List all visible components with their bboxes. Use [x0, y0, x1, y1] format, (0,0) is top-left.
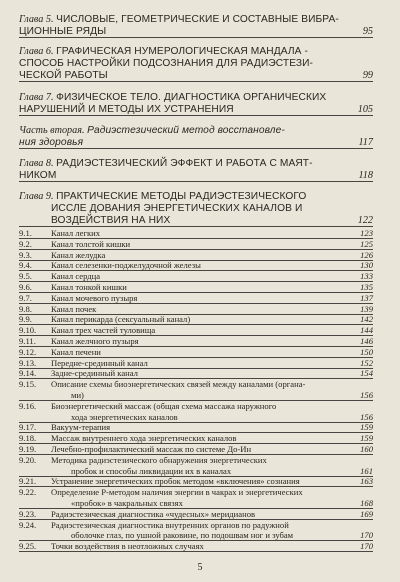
item-number: 9.13. [19, 357, 37, 368]
item-number: 9.10. [19, 325, 37, 336]
item-number: 9.17. [19, 422, 37, 433]
item-title: Канал почек [51, 303, 97, 314]
toc-item[interactable] [19, 336, 373, 347]
item-number: 9.24. [19, 519, 37, 530]
toc-item[interactable] [19, 293, 373, 304]
page-ref: 150 [360, 346, 373, 357]
item-title: Канал толстой кишки [51, 238, 131, 249]
item-number: 9.12. [19, 346, 37, 357]
page-ref: 170 [360, 541, 373, 552]
toc-item-cont [19, 390, 373, 401]
toc-item[interactable] [19, 444, 373, 455]
item-number: 9.19. [19, 444, 37, 454]
toc-chapter-6-cont2 [19, 70, 373, 81]
page-ref: 169 [360, 508, 373, 519]
item-title: Канал печени [51, 346, 101, 357]
item-title: Канал легких [51, 228, 101, 238]
page-ref: 117 [358, 137, 373, 148]
item-title: Канал сердца [51, 271, 101, 282]
page-ref: 125 [360, 238, 373, 249]
item-number: 9.7. [19, 292, 32, 303]
toc-chapter-9[interactable] [19, 191, 373, 202]
toc-chapter-5[interactable] [19, 14, 373, 25]
item-number: 9.9. [19, 314, 32, 325]
toc-item[interactable] [19, 260, 373, 271]
item-number: 9.4. [19, 260, 32, 271]
chapter-title: ЧИСЛОВЫЕ, ГЕОМЕТРИЧЕСКИЕ И СОСТАВНЫЕ ВИБРА- [56, 14, 339, 25]
leader-line [19, 148, 373, 149]
page-ref: 123 [360, 228, 373, 238]
item-title: Канал тонкой кишки [51, 282, 127, 292]
item-title: Канал мочевого пузыря [51, 292, 138, 303]
toc-item-cont [19, 530, 373, 541]
chapter-title-cont: ЧЕСКОЙ РАБОТЫ [19, 70, 108, 81]
item-title: Вакуум-терапия [51, 422, 111, 433]
item-title: Канал селезенки-поджелудочной железы [51, 260, 201, 271]
leader-line [19, 226, 373, 227]
page-ref: 135 [360, 282, 373, 292]
page-ref: 105 [357, 104, 373, 115]
item-title: Описание схемы биоэнергетических связей между каналами (органа- [51, 379, 306, 390]
item-number: 9.20. [19, 454, 37, 465]
chapter-title-cont: НАРУШЕНИЙ И МЕТОДЫ ИХ УСТРАНЕНИЯ [19, 104, 234, 115]
toc-chapter-5-cont [19, 26, 373, 37]
item-number: 9.25. [19, 541, 37, 552]
toc-part-two-cont [19, 137, 373, 148]
item-title-cont: ми) [71, 390, 84, 400]
item-number: 9.8. [19, 303, 32, 314]
chapter-title: ПРАКТИЧЕСКИЕ МЕТОДЫ РАДИЭСТЕЗИЧЕСКОГО [56, 191, 307, 202]
item-title: Канал трех частей туловища [51, 325, 156, 336]
item-title: Канал перикарда (сексуальный канал) [51, 314, 191, 325]
item-title: Задне-срединный канал [51, 368, 138, 379]
item-title: Биоэнергетический массаж (общая схема массажа наружного [51, 400, 277, 411]
toc-item[interactable] [19, 379, 373, 390]
part-label: Часть вторая. [19, 125, 85, 136]
item-title: Канал желудка [51, 249, 106, 260]
page-ref: 95 [362, 26, 373, 37]
item-number: 9.15. [19, 379, 37, 390]
page-ref: 163 [360, 476, 373, 487]
toc-item[interactable] [19, 422, 373, 433]
toc-item-cont [19, 412, 373, 423]
chapter-title-cont: НИКОМ [19, 170, 57, 181]
item-title: Передне-срединный канал [51, 357, 148, 368]
page-ref: 146 [360, 336, 373, 346]
leader-line [19, 81, 373, 82]
item-title: Радиэстезическая диагностика внутренних органов по радужной [51, 519, 289, 530]
page-ref: 142 [360, 314, 373, 325]
part-title-cont: ния здоровья [19, 137, 84, 148]
toc-item[interactable] [19, 433, 373, 444]
item-number: 9.23. [19, 508, 37, 519]
toc-chapter-9-cont2 [19, 215, 373, 226]
item-number: 9.22. [19, 487, 37, 498]
item-title: Устранение энергетических пробок методом «включения» сознания [51, 476, 300, 487]
chapter-label: Глава 6. [19, 46, 54, 57]
toc-chapter-6-cont [19, 58, 373, 69]
toc-part-two[interactable] [19, 125, 373, 136]
page-ref: 152 [360, 357, 373, 368]
item-title-cont: пробок и способы ликвидации их в каналах [71, 465, 232, 476]
toc-item[interactable] [19, 250, 373, 261]
toc-item[interactable] [19, 520, 373, 531]
toc-chapter-8[interactable] [19, 158, 373, 169]
toc-item[interactable] [19, 455, 373, 466]
item-title-cont: оболочке глаз, по ушной раковине, по подошвам ног и зубам [71, 530, 294, 541]
toc-item[interactable] [19, 476, 373, 487]
item-title: Точки воздействия в неотложных случаях [51, 541, 204, 552]
chapter-title: РАДИЭСТЕЗИЧЕСКИЙ ЭФФЕКТ И РАБОТА С МАЯТ- [56, 158, 313, 169]
toc-item[interactable] [19, 347, 373, 358]
page-ref: 160 [360, 444, 373, 454]
leader-line [19, 551, 373, 552]
item-number: 9.18. [19, 433, 37, 444]
item-title: Методика радиэстезического обнаружения энергетических [51, 454, 267, 465]
page-ref: 99 [362, 70, 373, 81]
item-number: 9.6. [19, 282, 32, 292]
toc-item[interactable] [19, 541, 373, 552]
part-title: Радиэстезический метод восстановле- [87, 125, 285, 136]
toc-chapter-7-cont [19, 104, 373, 115]
page-ref: 168 [360, 498, 373, 508]
toc-item[interactable] [19, 401, 373, 412]
toc-item[interactable] [19, 314, 373, 325]
chapter-title: ФИЗИЧЕСКОЕ ТЕЛО. ДИАГНОСТИКА ОРГАНИЧЕСКИХ [56, 92, 327, 103]
toc-item[interactable] [19, 228, 373, 239]
item-title: Канал желчного пузыря [51, 336, 139, 346]
chapter-label: Глава 9. [19, 191, 54, 202]
item-number: 9.5. [19, 271, 32, 282]
page-ref: 154 [360, 368, 373, 379]
toc-item[interactable] [19, 509, 373, 520]
item-number: 9.11. [19, 336, 36, 346]
chapter-title: ГРАФИЧЕСКАЯ НУМЕРОЛОГИЧЕСКАЯ МАНДАЛА - [56, 46, 308, 57]
chapter-label: Глава 8. [19, 158, 54, 169]
page-ref: 170 [360, 530, 373, 541]
page-ref: 118 [358, 170, 373, 181]
page-ref: 159 [360, 422, 373, 433]
page-ref: 161 [360, 465, 373, 476]
page-ref: 126 [360, 249, 373, 260]
item-title: Радиэстезическая диагностика «чудесных» меридианов [51, 508, 256, 519]
toc-item[interactable] [19, 368, 373, 379]
toc-item[interactable] [19, 282, 373, 293]
item-number: 9.1. [19, 228, 32, 238]
page-ref: 159 [360, 433, 373, 444]
page-ref: 130 [360, 260, 373, 271]
item-number: 9.2. [19, 238, 32, 249]
page-ref: 156 [360, 390, 373, 400]
chapter-title-cont: СПОСОБ НАСТРОЙКИ ПОДСОЗНАНИЯ ДЛЯ РАДИЭСТЕЗИ- [19, 58, 314, 69]
page-ref: 122 [357, 215, 373, 226]
toc-item-cont [19, 466, 373, 477]
toc-chapter-8-cont [19, 170, 373, 181]
toc-item[interactable] [19, 304, 373, 315]
toc-item[interactable] [19, 271, 373, 282]
item-number: 9.21. [19, 476, 37, 487]
chapter-title-cont: ИССЛЕ ДОВАНИЯ ЭНЕРГЕТИЧЕСКИХ КАНАЛОВ И [51, 203, 303, 214]
item-title: Массаж внутреннего хода энергетических каналов [51, 433, 237, 444]
toc-chapter-6[interactable] [19, 46, 373, 57]
item-number: 9.3. [19, 249, 32, 260]
chapter-label: Глава 5. [19, 14, 54, 25]
toc-item-cont [19, 498, 373, 509]
page-ref: 139 [360, 303, 373, 314]
page-ref: 133 [360, 271, 373, 282]
item-title: Лечебно-профилактический массаж по системе До-Ин [51, 444, 252, 454]
toc-item[interactable] [19, 487, 373, 498]
toc-item[interactable] [19, 239, 373, 250]
toc-chapter-9-cont [19, 203, 373, 214]
item-title: Определение Р-методом наличия энергии в чакрах и энергетических [51, 487, 303, 498]
leader-line [19, 115, 373, 116]
toc-item[interactable] [19, 358, 373, 369]
page-ref: 137 [360, 292, 373, 303]
chapter-label: Глава 7. [19, 92, 54, 103]
page-ref: 144 [360, 325, 373, 336]
item-number: 9.14. [19, 368, 37, 379]
item-title-cont: хода энергетических каналов [71, 411, 178, 422]
item-title-cont: «пробок» в чакральных связях [71, 498, 183, 508]
chapter-title-cont: ЦИОННЫЕ РЯДЫ [19, 26, 107, 37]
page-ref: 156 [360, 411, 373, 422]
item-number: 9.16. [19, 400, 37, 411]
toc-chapter-7[interactable] [19, 92, 373, 103]
toc-item[interactable] [19, 325, 373, 336]
chapter-title-cont: ВОЗДЕЙСТВИЯ НА НИХ [51, 215, 171, 226]
leader-line [19, 181, 373, 182]
page-number: 5 [197, 562, 203, 573]
leader-line [19, 37, 373, 38]
